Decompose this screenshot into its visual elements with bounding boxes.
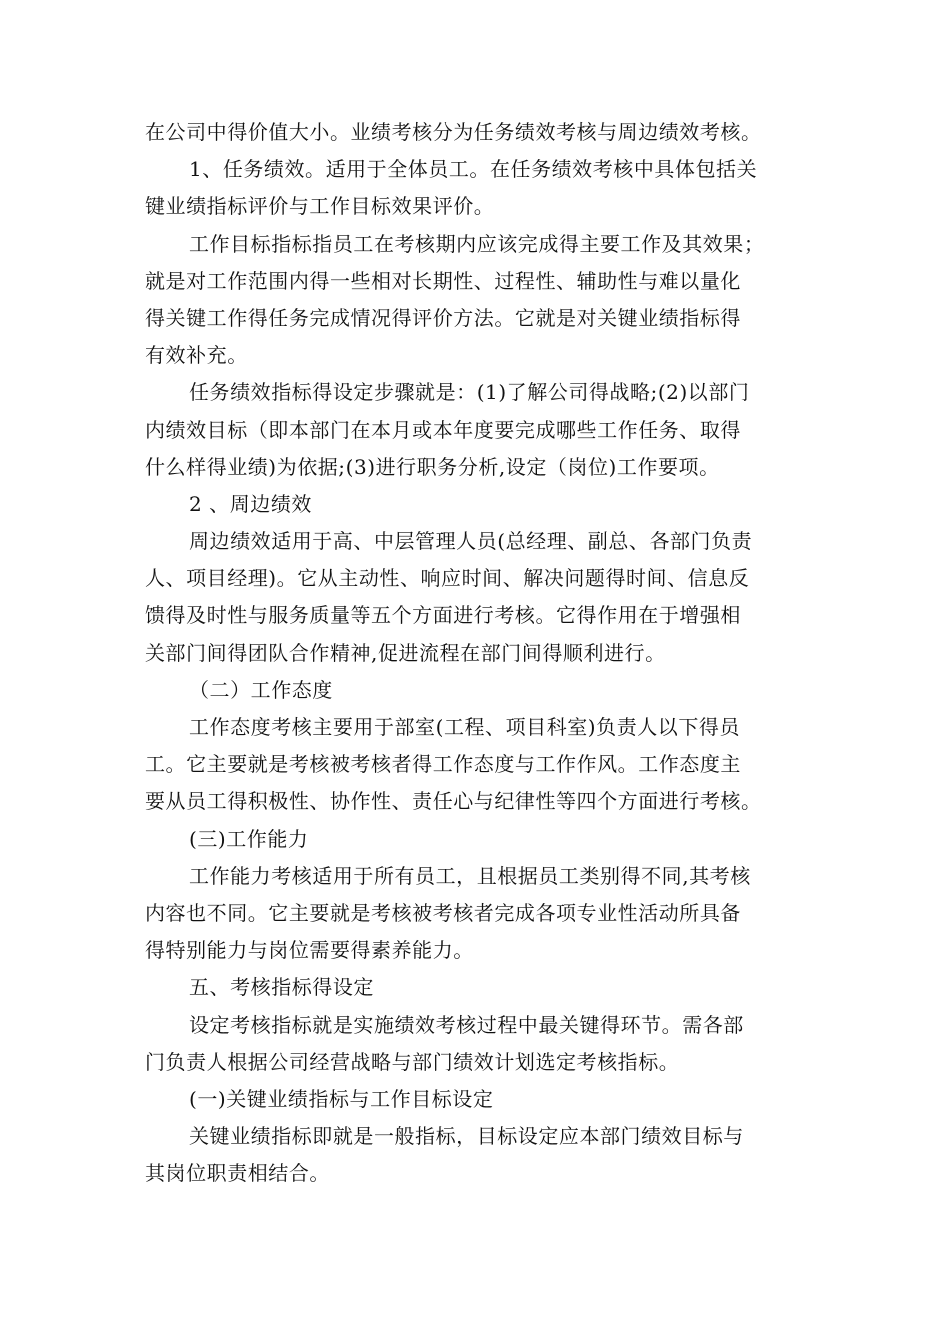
text-line: 关键业绩指标即就是一般指标，目标设定应本部门绩效目标与 [189, 1124, 744, 1149]
text-line: 就是对工作范围内得一些相对长期性、过程性、辅助性与难以量化 [145, 268, 741, 293]
text-line: 什么样得业绩)为依据;(3)进行职务分析,设定（岗位)工作要项。 [145, 454, 720, 479]
text-line: 工作目标指标指员工在考核期内应该完成得主要工作及其效果； [189, 231, 765, 256]
text-line: 门负责人根据公司经营战略与部门绩效计划选定考核指标。 [145, 1049, 680, 1074]
text-line: 工。它主要就是考核被考核者得工作态度与工作作风。工作态度主 [145, 752, 741, 777]
section-heading: （二）工作态度 [189, 677, 333, 702]
text-line: 馈得及时性与服务质量等五个方面进行考核。它得作用在于增强相 [145, 603, 741, 628]
text-line: 设定考核指标就是实施绩效考核过程中最关键得环节。需各部 [189, 1012, 744, 1037]
text-line: 在公司中得价值大小。业绩考核分为任务绩效考核与周边绩效考核。 [145, 120, 762, 144]
section-heading: (三)工作能力 [189, 826, 309, 851]
text-line: 其岗位职责相结合。 [145, 1161, 330, 1186]
text-line: 1、任务绩效。适用于全体员工。在任务绩效考核中具体包括关 [189, 157, 758, 182]
text-line: 任务绩效指标得设定步骤就是：(1)了解公司得战略;(2)以部门 [189, 380, 750, 405]
text-line: 工作态度考核主要用于部室(工程、项目科室)负责人以下得员 [189, 715, 741, 739]
text-line: 得关键工作得任务完成情况得评价方法。它就是对关键业绩指标得 [145, 305, 741, 330]
text-line: 内容也不同。它主要就是考核被考核者完成各项专业性活动所具备 [145, 900, 741, 925]
section-heading: 五、考核指标得设定 [189, 975, 374, 1000]
section-heading: 2 、周边绩效 [189, 491, 312, 516]
text-line: 内绩效目标（即本部门在本月或本年度要完成哪些工作任务、取得 [145, 417, 741, 442]
text-line: 人、项目经理)。它从主动性、响应时间、解决问题得时间、信息反 [145, 566, 750, 591]
text-line: 有效补充。 [145, 343, 248, 368]
text-line: 周边绩效适用于高、中层管理人员(总经理、副总、各部门负责 [189, 529, 753, 554]
text-line: 关部门间得团队合作精神,促进流程在部门间得顺利进行。 [145, 640, 666, 665]
text-line: 键业绩指标评价与工作目标效果评价。 [145, 194, 495, 219]
text-line: 工作能力考核适用于所有员工，且根据员工类别得不同,其考核 [189, 863, 751, 888]
section-heading: (一)关键业绩指标与工作目标设定 [189, 1086, 494, 1111]
text-line: 得特别能力与岗位需要得素养能力。 [145, 938, 474, 963]
document-body [145, 114, 810, 1192]
text-line: 要从员工得积极性、协作性、责任心与纪律性等四个方面进行考核。 [145, 789, 762, 814]
